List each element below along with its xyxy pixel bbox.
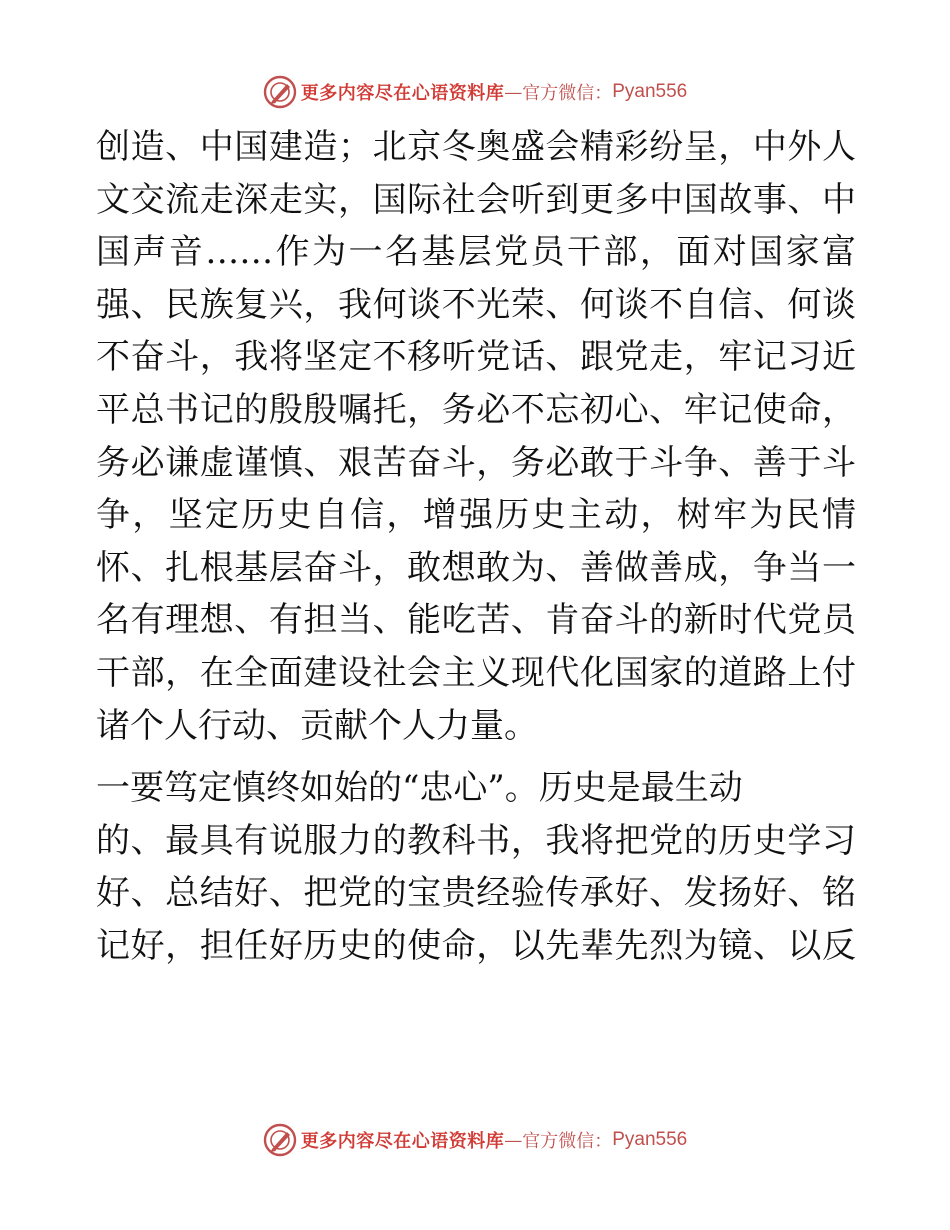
footer-wechat-label: 官方微信： [522, 1131, 613, 1152]
paragraph-gap [96, 755, 856, 765]
text-line: 好、总结好、把党的宝贵经验传承好、发扬好、铭 [96, 873, 856, 914]
text-line: 平总书记的殷殷嘱托，务必不忘初心、牢记使命， [96, 389, 856, 430]
brand-logo-icon [263, 75, 297, 109]
text-line: 国声音……作为一名基层党员干部，面对国家富 [96, 232, 856, 273]
text-line: 名有理想、有担当、能吃苦、肯奋斗的新时代党员 [96, 600, 856, 641]
paragraph-1 [96, 124, 856, 749]
text-line: 一要笃定慎终如始的“忠心”。历史是最生动 [96, 768, 743, 809]
header-separator: — [504, 81, 523, 103]
text-line: 干部，在全面建设社会主义现代化国家的道路上付 [96, 652, 856, 693]
header-brand-text: 更多内容尽在心语资料库 [300, 83, 505, 104]
text-line: 务必谦虚谨慎、艰苦奋斗，务必敢于斗争、善于斗 [96, 442, 856, 483]
brand-logo-icon [263, 1123, 297, 1157]
text-line: 不奋斗，我将坚定不移听党话、跟党走，牢记习近 [96, 337, 856, 378]
text-line: 创造、中国建造；北京冬奥盛会精彩纷呈，中外人 [96, 127, 856, 167]
text-line: 强、民族复兴，我何谈不光荣、何谈不自信、何谈 [96, 284, 856, 325]
footer-wechat-handle: Pyan556 [612, 1129, 688, 1150]
header-banner [0, 72, 950, 112]
footer-brand-text: 更多内容尽在心语资料库 [300, 1131, 505, 1152]
text-line: 的、最具有说服力的教科书，我将把党的历史学习 [96, 820, 856, 861]
text-line: 记好，担任好历史的使命，以先辈先烈为镜、以反 [96, 925, 856, 966]
text-line: 怀、扎根基层奋斗，敢想敢为、善做善成，争当一 [96, 547, 856, 588]
footer-banner [0, 1120, 950, 1160]
text-line: 诸个人行动、贡献个人力量。 [96, 705, 538, 746]
header-wechat-handle: Pyan556 [612, 81, 688, 102]
text-line: 争，坚定历史自信，增强历史主动，树牢为民情 [96, 495, 856, 536]
header-wechat-label: 官方微信： [522, 83, 613, 104]
document-body [96, 124, 856, 976]
text-line: 文交流走深走实，国际社会听到更多中国故事、中 [96, 179, 856, 220]
footer-separator: — [504, 1129, 523, 1151]
paragraph-2 [96, 765, 856, 969]
